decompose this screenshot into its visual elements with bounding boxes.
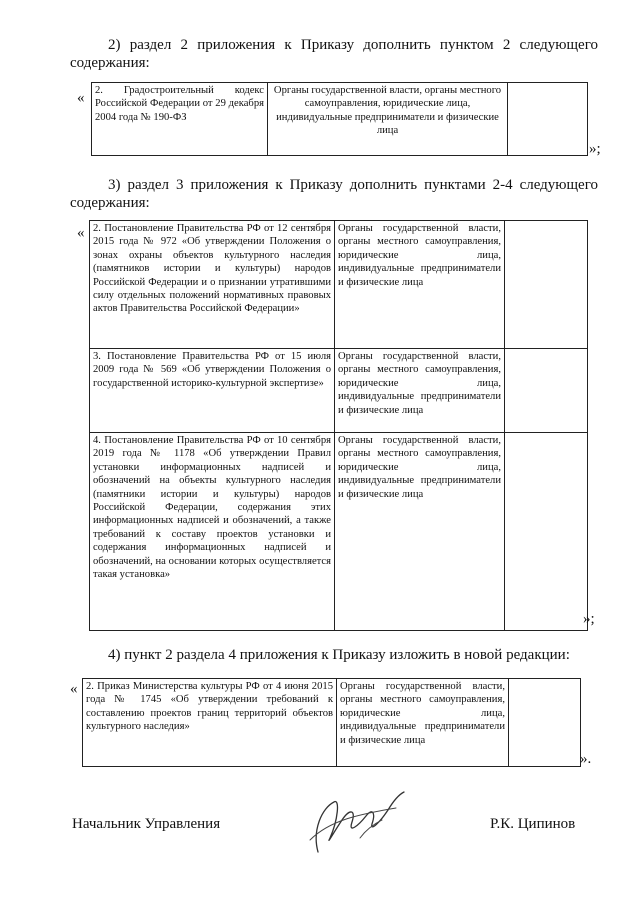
document-cell: 2. Градостроительный кодекс Российской Федерации от 29 декабря 2004 года № 190-ФЗ [92,83,268,156]
subjects-cell: Органы государственной власти, органы местного самоуправления, юридические лица, индивидуальные предприниматели и физические лица [335,349,505,433]
section2-close-quote: »; [589,141,601,157]
footer-position: Начальник Управления [72,816,221,832]
signature-image [300,780,420,860]
section3-close-quote: »; [583,611,595,627]
table-row [83,679,581,767]
section3-intro-line2: содержания: [70,195,150,211]
section4-table [82,678,581,767]
document-cell: 2. Приказ Министерства культуры РФ от 4 июня 2015 года № 1745 «Об утверждении требований к составлению проектов границ территорий объектов культурного наследия» [83,679,337,767]
table-row [90,221,588,349]
section2-open-quote: « [77,90,85,106]
document-cell: 2. Постановление Правительства РФ от 12 сентября 2015 года № 972 «Об утверждении Положения о зонах охраны объектов культурного наследия (памятников истории и культуры) народов Российской Федерации и о признании утратившими силу отдельных положений нормативных правовых актов Правительства Российской Федерации» [90,221,335,349]
extra-cell [505,433,588,631]
section4-intro: 4) пункт 2 раздела 4 приложения к Приказу изложить в новой редакции: [108,647,570,663]
subjects-cell: Органы государственной власти, органы местного самоуправления, юридические лица, индивидуальные предприниматели и физические лица [268,83,508,156]
table-row [92,83,588,156]
extra-cell [505,349,588,433]
footer-name: Р.К. Ципинов [490,816,576,832]
document-cell: 3. Постановление Правительства РФ от 15 июля 2009 года № 569 «Об утверждении Положения о государственной историко-культурной экспертизе» [90,349,335,433]
section3-open-quote: « [77,225,85,241]
table-row [90,349,588,433]
section4-open-quote: « [70,681,78,697]
section4-close-quote: ». [580,751,592,767]
section2-table [91,82,588,156]
subjects-cell: Органы государственной власти, органы местного самоуправления, юридические лица, индивидуальные предприниматели и физические лица [335,221,505,349]
document-cell: 4. Постановление Правительства РФ от 10 сентября 2019 года № 1178 «Об утверждении Правил установки информационных надписей и обозначений на объекты культурного наследия (памятники истории и культуры) народов Российской Федерации, содержания этих информационных надписей и обозначений, а также требований к составу проектов установки и содержания информационных надписей и обозначений, на основании которых осуществляется такая установка» [90,433,335,631]
extra-cell [508,83,588,156]
section2-intro [70,36,598,72]
subjects-cell: Органы государственной власти, органы местного самоуправления, юридические лица, индивидуальные предприниматели и физические лица [335,433,505,631]
section2-intro-line2: содержания: [70,55,150,71]
subjects-cell: Органы государственной власти, органы местного самоуправления, юридические лица, индивидуальные предприниматели и физические лица [337,679,509,767]
section3-intro-line1: 3) раздел 3 приложения к Приказу дополнить пунктами 2-4 следующего [108,177,598,193]
extra-cell [505,221,588,349]
section3-intro [70,176,598,212]
table-row [90,433,588,631]
section3-table [89,220,588,631]
extra-cell [509,679,581,767]
section2-intro-line1: 2) раздел 2 приложения к Приказу дополнить пунктом 2 следующего [108,37,598,53]
